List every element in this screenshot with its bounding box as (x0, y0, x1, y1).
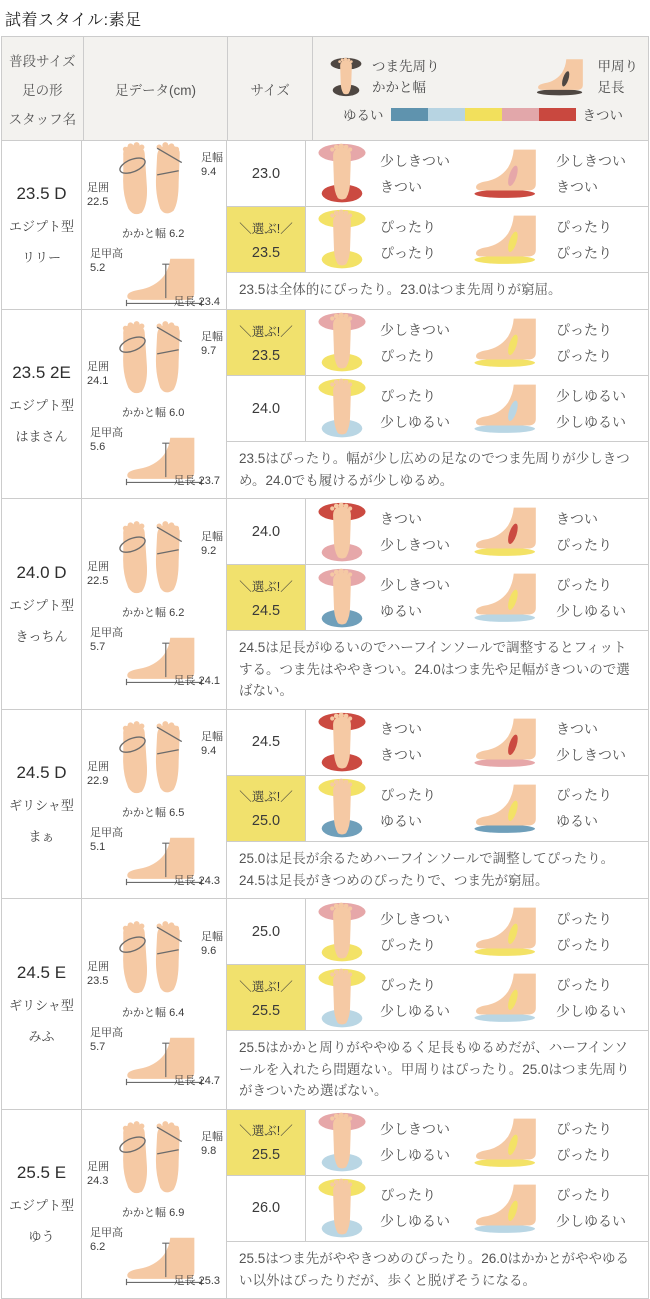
size-cell (227, 141, 306, 206)
foot-sideview-rating-icon (472, 506, 544, 557)
foot-length: 足長 23.4 (173, 295, 220, 308)
size-option-row (227, 710, 648, 776)
instep-rating: ぴったり (556, 218, 612, 235)
fit-comment: 24.5は足長がゆるいのでハーフインソールで調整するとフィットする。つま先はややきつい。24.0はつま先や足幅がきついので選ばない。 (239, 640, 630, 699)
length-rating: ぴったり (556, 244, 612, 261)
foot-girth: 足囲 22.5 (87, 182, 109, 209)
instep-rating: ぴったり (556, 976, 612, 993)
staff-usual-size: 24.0 D (16, 563, 67, 583)
heel-rating: ぴったり (380, 244, 436, 261)
fit-rating-cell (306, 499, 648, 564)
feet-topview-photo-illustration (116, 920, 188, 1000)
foot-length: 足長 23.7 (173, 474, 220, 487)
size-cell (227, 1110, 306, 1175)
staff-row (2, 710, 648, 899)
size-value: 25.5 (251, 1002, 281, 1019)
choose-badge: ＼選ぶ!／ (239, 579, 293, 594)
foot-heel-width: かかと幅 6.0 (122, 407, 185, 420)
staff-name: リリー (21, 250, 61, 265)
foot-width: 足幅 9.8 (201, 1131, 223, 1158)
foot-girth: 足囲 22.5 (87, 561, 109, 588)
length-rating: ぴったり (556, 936, 612, 953)
staff-cell (2, 141, 82, 309)
foot-sideview-rating-icon (472, 783, 544, 834)
foot-instep-height: 足甲高 5.7 (90, 1027, 123, 1054)
foot-heel-width: かかと幅 6.9 (122, 1207, 185, 1220)
foot-topview-rating-icon (316, 1178, 368, 1238)
foot-sideview-rating-icon (472, 572, 544, 623)
size-value: 23.0 (251, 165, 281, 182)
staff-name: きっちん (15, 629, 68, 645)
size-cell (227, 376, 306, 441)
foot-sideview-rating-icon (472, 1183, 544, 1234)
foot-topview-rating-icon (316, 502, 368, 562)
foot-topview-rating-icon (316, 568, 368, 628)
heel-rating: きつい (380, 747, 422, 764)
staff-cell (2, 1110, 82, 1298)
foot-topview-rating-icon (316, 968, 368, 1028)
size-value: 24.0 (251, 523, 281, 540)
table-header (2, 37, 648, 141)
staff-row (2, 141, 648, 310)
header-footdata-col: 足データ(cm) (84, 37, 229, 140)
foot-sideview-rating-icon (472, 383, 544, 434)
staff-cell (2, 499, 82, 709)
choose-badge: ＼選ぶ!／ (239, 1124, 293, 1139)
fit-comment: 25.0は足長が余るためハーフインソールで調整してぴったり。24.5は足長がきつめのぴったりで、つま先が窮屈。 (239, 850, 615, 888)
fit-comment: 25.5はかかと周りがややゆるく足長もゆるめだが、ハーフインソールを入れたら問題ない。甲周りはぴったり。25.0はつま先周りがきついため選ばない。 (239, 1040, 630, 1099)
fit-rating-cell (306, 1176, 648, 1241)
toe-rating: ぴったり (380, 387, 436, 404)
foot-length: 足長 24.7 (173, 1074, 220, 1087)
instep-rating: ぴったり (556, 321, 612, 338)
foot-sideview-rating-icon (472, 214, 544, 265)
heel-rating: ゆるい (380, 813, 422, 830)
size-option-row (227, 499, 648, 565)
foot-heel-width: かかと幅 6.4 (122, 1007, 185, 1020)
foot-instep-height: 足甲高 5.1 (90, 827, 123, 854)
length-rating: きつい (556, 178, 598, 195)
foot-topview-rating-icon (316, 209, 368, 269)
instep-rating: きつい (556, 721, 598, 738)
staff-foot-shape: エジプト型 (8, 219, 74, 234)
length-rating: ぴったり (556, 347, 612, 364)
legend-length-label: 足長 (597, 80, 625, 95)
size-option-row (227, 776, 648, 842)
foot-sideview-rating-icon (472, 906, 544, 957)
toe-rating: ぴったり (380, 218, 436, 235)
header-staff-line1: 普段サイズ (9, 53, 76, 69)
foot-instep-height: 足甲高 5.2 (90, 248, 123, 275)
foot-data-cell (82, 710, 227, 898)
staff-name: はまさん (15, 429, 68, 445)
instep-rating: ぴったり (556, 910, 612, 927)
toe-rating: きつい (380, 510, 422, 527)
toe-rating: 少しきつい (380, 1121, 450, 1138)
staff-cell (2, 710, 82, 898)
foot-sideview-legend-icon (535, 58, 589, 96)
foot-sideview-rating-icon (472, 717, 544, 768)
fit-rating-cell (306, 710, 648, 775)
header-staff-line2: 足の形 (22, 82, 63, 98)
length-rating: 少しゆるい (556, 413, 626, 430)
size-value: 25.5 (251, 1147, 281, 1164)
size-value: 24.0 (251, 400, 281, 417)
tightness-scale (323, 104, 644, 124)
staff-foot-shape: エジプト型 (8, 598, 74, 614)
fit-rating-cell (306, 141, 648, 206)
fit-rating-cell (306, 1110, 648, 1175)
length-rating: 少しきつい (556, 747, 626, 764)
scale-color-bar (391, 108, 576, 121)
foot-length: 足長 24.3 (173, 874, 220, 887)
foot-heel-width: かかと幅 6.2 (122, 607, 185, 620)
heel-rating: ぴったり (380, 347, 436, 364)
foot-width: 足幅 9.4 (201, 731, 223, 758)
size-cell (227, 565, 306, 630)
toe-rating: 少しきつい (380, 152, 450, 169)
length-rating: 少しゆるい (556, 1002, 626, 1019)
instep-rating: 少しきつい (556, 152, 626, 169)
foot-width: 足幅 9.2 (201, 531, 223, 558)
fit-rating-cell (306, 310, 648, 375)
toe-rating: きつい (380, 721, 422, 738)
foot-topview-rating-icon (316, 378, 368, 438)
staff-name: ゆう (28, 1229, 55, 1245)
foot-length: 足長 25.3 (173, 1274, 220, 1287)
size-option-row (227, 899, 648, 965)
instep-rating: ぴったり (556, 576, 612, 593)
length-rating: ぴったり (556, 1147, 612, 1164)
fit-rating-cell (306, 899, 648, 964)
length-rating: 少しゆるい (556, 1213, 626, 1230)
foot-data-cell (82, 499, 227, 709)
size-option-row (227, 207, 648, 273)
toe-rating: ぴったり (380, 787, 436, 804)
staff-row (2, 899, 648, 1110)
choose-badge: ＼選ぶ!／ (239, 790, 293, 805)
staff-foot-shape: ギリシャ型 (9, 998, 74, 1014)
size-cell (227, 965, 306, 1030)
scale-tight-label: きつい (582, 108, 624, 123)
staff-usual-size: 23.5 D (16, 184, 67, 203)
foot-heel-width: かかと幅 6.5 (122, 807, 185, 820)
size-value: 23.5 (251, 347, 281, 364)
foot-length: 足長 24.1 (173, 674, 220, 687)
fit-comment: 23.5はぴったり。幅が少し広めの足なのでつま先周りが少しきつめ。24.0でも履けるが少しゆるめ。 (239, 451, 630, 488)
toe-rating: ぴったり (380, 1187, 436, 1204)
size-value: 25.0 (251, 923, 281, 940)
heel-rating: 少しゆるい (380, 413, 450, 430)
staff-row (2, 1110, 648, 1298)
foot-width: 足幅 9.7 (201, 331, 223, 358)
fit-rating-cell (306, 965, 648, 1030)
feet-topview-photo-illustration (116, 141, 188, 221)
foot-data-cell (82, 141, 227, 309)
foot-width: 足幅 9.6 (201, 931, 223, 958)
fit-rating-cell (306, 565, 648, 630)
feet-topview-photo-illustration (116, 320, 188, 400)
size-option-row (227, 1110, 648, 1176)
foot-topview-rating-icon (316, 902, 368, 962)
fit-rating-cell (306, 376, 648, 441)
length-rating: ゆるい (556, 813, 598, 830)
foot-data-cell (82, 899, 227, 1109)
length-rating: ぴったり (556, 536, 612, 553)
toe-rating: 少しきつい (380, 576, 450, 593)
header-legend (313, 37, 648, 140)
size-option-row (227, 1176, 648, 1242)
heel-rating: 少しゆるい (380, 1002, 450, 1019)
staff-row (2, 310, 648, 499)
foot-sideview-rating-icon (472, 317, 544, 368)
foot-instep-height: 足甲高 6.2 (90, 1227, 123, 1254)
size-option-row (227, 965, 648, 1031)
staff-name: みふ (28, 1029, 55, 1045)
size-value: 25.0 (251, 813, 281, 830)
foot-girth: 足囲 24.1 (87, 361, 109, 388)
size-option-row (227, 141, 648, 207)
foot-topview-rating-icon (316, 312, 368, 372)
staff-usual-size: 25.5 E (16, 1163, 67, 1183)
staff-foot-shape: ギリシャ型 (9, 798, 74, 814)
staff-row (2, 499, 648, 710)
size-value: 24.5 (251, 734, 281, 751)
heel-rating: ゆるい (380, 602, 422, 619)
length-rating: 少しゆるい (556, 602, 626, 619)
foot-sideview-rating-icon (472, 1117, 544, 1168)
foot-topview-rating-icon (316, 1112, 368, 1172)
size-cell (227, 710, 306, 775)
fit-comment: 23.5は全体的にぴったり。23.0はつま先周りが窮屈。 (239, 282, 562, 297)
foot-instep-height: 足甲高 5.7 (90, 627, 123, 654)
instep-rating: きつい (556, 510, 598, 527)
choose-badge: ＼選ぶ!／ (239, 979, 293, 994)
instep-rating: ぴったり (556, 1121, 612, 1138)
instep-rating: ぴったり (556, 787, 612, 804)
toe-rating: 少しきつい (380, 910, 450, 927)
staff-cell (2, 899, 82, 1109)
legend-toe-heel (329, 56, 440, 98)
size-cell (227, 499, 306, 564)
staff-usual-size: 24.5 E (16, 963, 67, 983)
choose-badge: ＼選ぶ!／ (239, 324, 293, 339)
legend-heel-label: かかと幅 (372, 80, 427, 95)
size-value: 26.0 (251, 1200, 281, 1217)
size-value: 24.5 (251, 602, 281, 619)
foot-sideview-rating-icon (472, 148, 544, 199)
feet-topview-photo-illustration (116, 520, 188, 600)
legend-instep-length (535, 56, 639, 98)
heel-rating: 少しきつい (380, 536, 450, 553)
heel-rating: 少しゆるい (380, 1213, 450, 1230)
page-title: 試着スタイル:素足 (5, 12, 142, 29)
foot-sideview-rating-icon (472, 972, 544, 1023)
size-option-row (227, 565, 648, 631)
foot-data-cell (82, 310, 227, 498)
feet-topview-photo-illustration (116, 720, 188, 800)
choose-badge: ＼選ぶ!／ (239, 221, 293, 236)
heel-rating: きつい (380, 178, 422, 195)
legend-toe-label: つま先周り (372, 59, 440, 74)
size-cell (227, 207, 306, 272)
size-cell (227, 1176, 306, 1241)
toe-rating: 少しきつい (380, 321, 450, 338)
foot-girth: 足囲 23.5 (87, 961, 109, 988)
size-cell (227, 776, 306, 841)
staff-usual-size: 24.5 D (16, 763, 67, 783)
foot-width: 足幅 9.4 (201, 152, 223, 179)
staff-cell (2, 310, 82, 498)
toe-rating: ぴったり (380, 976, 436, 993)
staff-name: まぁ (28, 829, 55, 845)
fit-rating-cell (306, 776, 648, 841)
size-cell (227, 899, 306, 964)
foot-topview-rating-icon (316, 143, 368, 203)
feet-topview-photo-illustration (116, 1120, 188, 1200)
fitting-table (1, 36, 649, 1299)
heel-rating: 少しゆるい (380, 1147, 450, 1164)
foot-topview-legend-icon (329, 56, 363, 98)
foot-topview-rating-icon (316, 712, 368, 772)
legend-instep-label: 甲周り (597, 59, 639, 74)
fit-rating-cell (306, 207, 648, 272)
size-cell (227, 310, 306, 375)
size-option-row (227, 310, 648, 376)
foot-girth: 足囲 22.9 (87, 761, 109, 788)
fit-comment: 25.5はつま先がややきつめのぴったり。26.0はかかとがややゆるい以外はぴったりだが、歩くと脱げそうになる。 (239, 1250, 630, 1288)
foot-girth: 足囲 24.3 (87, 1161, 109, 1188)
foot-topview-rating-icon (316, 778, 368, 838)
staff-usual-size: 23.5 2E (12, 363, 71, 383)
foot-instep-height: 足甲高 5.6 (90, 427, 123, 454)
scale-loose-label: ゆるい (343, 108, 384, 123)
size-value: 23.5 (251, 244, 281, 261)
staff-foot-shape: エジプト型 (8, 1198, 74, 1214)
heel-rating: ぴったり (380, 936, 436, 953)
foot-data-cell (82, 1110, 227, 1298)
header-staff-line3: スタッフ名 (8, 111, 77, 127)
size-option-row (227, 376, 648, 442)
staff-foot-shape: エジプト型 (8, 398, 74, 414)
header-size-col: サイズ (228, 37, 313, 140)
instep-rating: ぴったり (556, 1187, 612, 1204)
instep-rating: 少しゆるい (556, 387, 626, 404)
header-staff-col (2, 37, 84, 140)
foot-heel-width: かかと幅 6.2 (122, 228, 185, 240)
